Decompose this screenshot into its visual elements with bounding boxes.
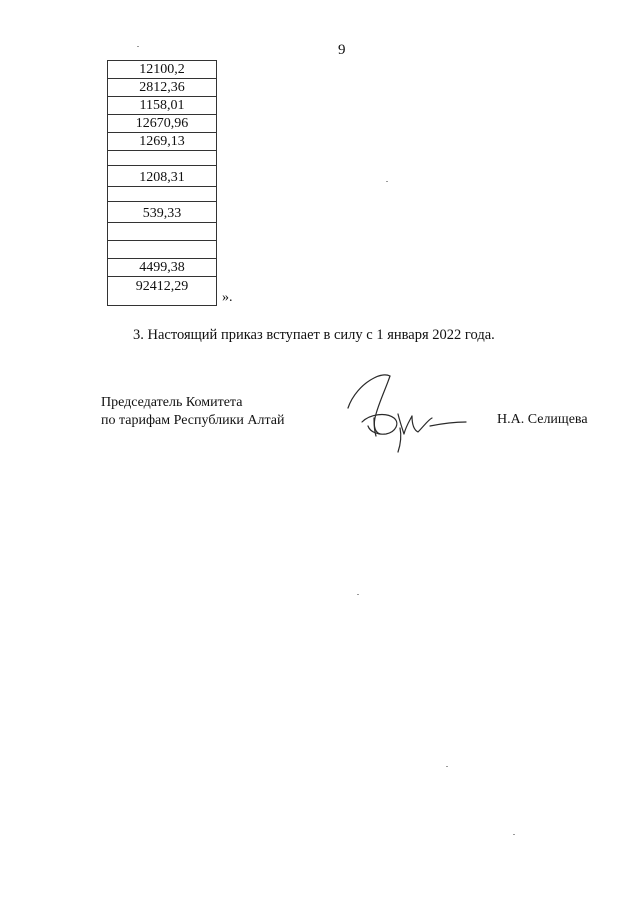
table-row xyxy=(108,79,217,97)
page-number: 9 xyxy=(338,42,346,58)
table-cell: 12100,2 xyxy=(108,61,217,79)
scan-speck xyxy=(386,181,388,182)
effective-date-paragraph: 3. Настоящий приказ вступает в силу с 1 января 2022 года. xyxy=(133,327,495,343)
table-row xyxy=(108,133,217,151)
table-row xyxy=(108,97,217,115)
values-table xyxy=(107,60,217,306)
table-row xyxy=(108,166,217,187)
table-cell: 92412,29 xyxy=(108,277,217,306)
table-row xyxy=(108,259,217,277)
table-row xyxy=(108,151,217,166)
table-cell: 4499,38 xyxy=(108,259,217,277)
scan-speck xyxy=(446,766,448,767)
table-cell xyxy=(108,241,217,259)
signer-name: Н.А. Селищева xyxy=(497,412,588,427)
table-row xyxy=(108,187,217,202)
table-cell xyxy=(108,223,217,241)
table-row xyxy=(108,277,217,306)
table-row xyxy=(108,202,217,223)
table-cell: 1208,31 xyxy=(108,166,217,187)
table-row xyxy=(108,223,217,241)
table-row xyxy=(108,241,217,259)
signer-title xyxy=(101,394,284,430)
table-cell: 2812,36 xyxy=(108,79,217,97)
signer-title-line-1: Председатель Комитета xyxy=(101,395,243,410)
table-cell: 1269,13 xyxy=(108,133,217,151)
scan-speck xyxy=(513,834,515,835)
table-cell: 12670,96 xyxy=(108,115,217,133)
table-cell xyxy=(108,151,217,166)
table-row xyxy=(108,115,217,133)
table-row xyxy=(108,61,217,79)
signature-icon xyxy=(340,368,470,458)
closing-quote: ». xyxy=(222,290,233,305)
scan-speck xyxy=(357,594,359,595)
scan-speck xyxy=(137,46,139,47)
signer-title-line-2: по тарифам Республики Алтай xyxy=(101,413,285,428)
table-cell: 1158,01 xyxy=(108,97,217,115)
table-cell xyxy=(108,187,217,202)
table-cell: 539,33 xyxy=(108,202,217,223)
